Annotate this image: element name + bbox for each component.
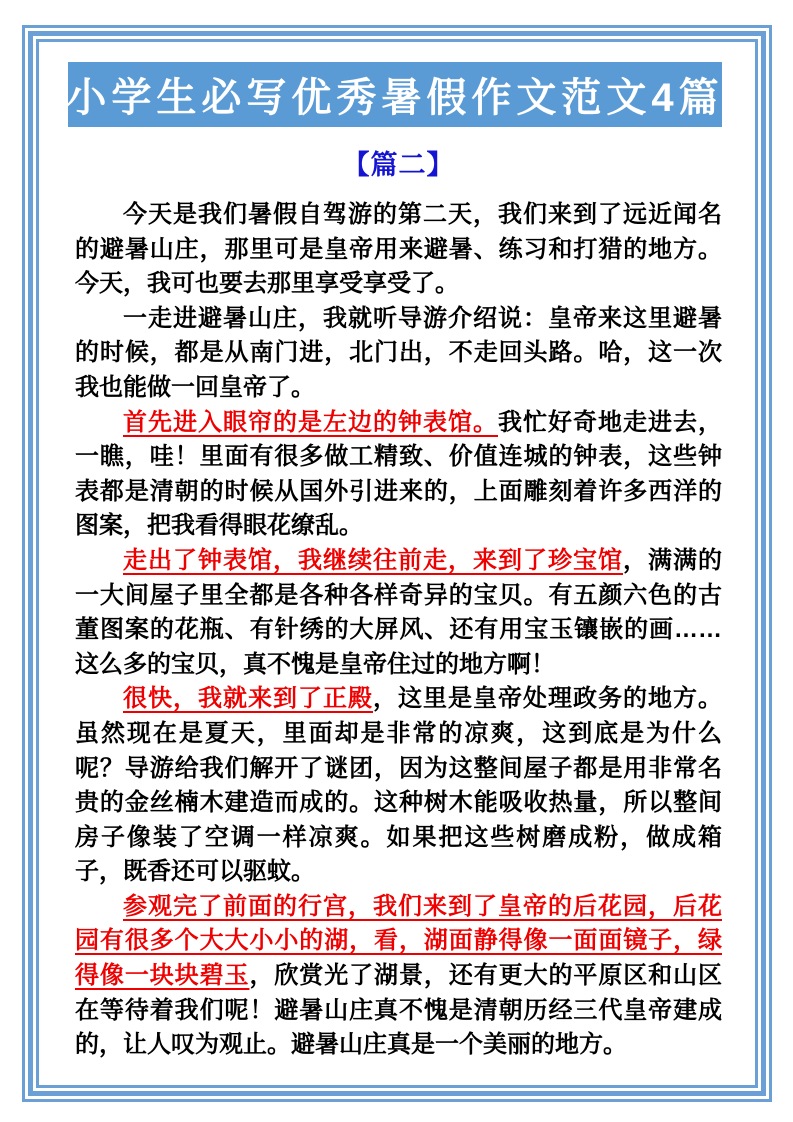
paragraph (75, 406, 722, 544)
document-title: 小学生必写优秀暑假作文范文4篇 (66, 76, 724, 120)
highlighted-text: 走出了钟表馆，我继续往前走，来到了珍宝馆 (123, 546, 623, 574)
highlighted-text: 首先进入眼帘的是左边的钟表馆。 (123, 408, 498, 436)
highlighted-text: 很快，我就来到了正殿 (123, 685, 373, 713)
section-heading: 【篇二】 (342, 150, 455, 180)
body-text: ，这里是皇帝处理政务的地方。虽然现在是夏天，里面却是非常的凉爽，这到底是为什么呢？导游给我们解开了谜团，因为这整间屋子都是用非常名贵的金丝楠木建造而成的。这种树木能吸收热量，所以整间房子像装了空调一样凉爽。如果把这些树磨成粉，做成箱子，既香还可以驱蚊。 (75, 685, 722, 886)
paragraph (75, 682, 722, 890)
body-text: ，欣赏光了湖景，还有更大的平原区和山区在等待着我们呢！避暑山庄真不愧是清朝历经三代皇帝建成的，让人叹为观止。避暑山庄真是一个美丽的地方。 (75, 962, 723, 1059)
body-text: 我忙好奇地走进去，一瞧，哇！里面有很多做工精致、价值连城的钟表，这些钟表都是清朝的时候从国外引进来的，上面雕刻着许多西洋的图案，把我看得眼花缭乱。 (75, 408, 722, 540)
essay-content (75, 143, 722, 1063)
paragraph (75, 544, 722, 682)
paragraph (75, 890, 722, 1063)
paragraph (75, 302, 722, 406)
body-text: 一走进避暑山庄，我就听导游介绍说：皇帝来这里避暑的时候，都是从南门进，北门出，不走回头路。哈，这一次我也能做一回皇帝了。 (75, 304, 722, 401)
title-banner (68, 62, 722, 127)
highlighted-text: 参观完了前面的行宫，我们来到了皇帝的后花园，后花园有很多个大大小小的湖，看，湖面静得像一面面镜子，绿得像一块块碧玉 (75, 892, 722, 990)
essay-body (75, 198, 722, 1063)
body-text: ，满满的一大间屋子里全都是各种各样奇异的宝贝。有五颜六色的古董图案的花瓶、有针绣的大屏风、还有用宝玉镶嵌的画……这么多的宝贝，真不愧是皇帝住过的地方啊！ (75, 546, 722, 678)
paragraph (75, 198, 722, 302)
body-text: 今天是我们暑假自驾游的第二天，我们来到了远近闻名的避暑山庄，那里可是皇帝用来避暑、练习和打猎的地方。今天，我可也要去那里享受享受了。 (75, 201, 722, 298)
